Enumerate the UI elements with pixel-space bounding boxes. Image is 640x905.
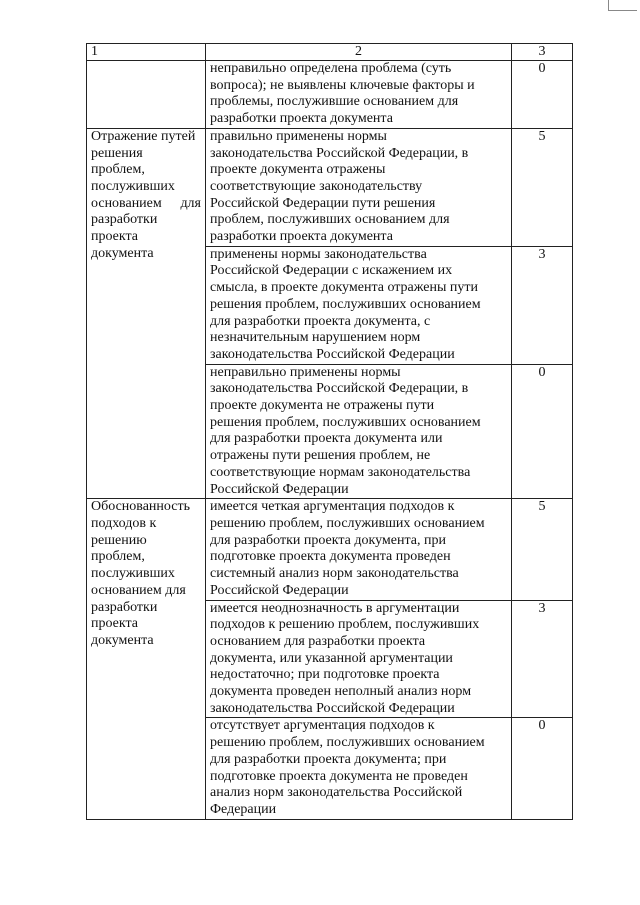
description-line: Российской Федерации <box>210 481 349 497</box>
header-col-3: 3 <box>512 44 573 61</box>
description-line: отражены пути решения проблем, не <box>210 448 431 464</box>
criterion-line: Отражение путей <box>91 128 196 144</box>
description-line: отсутствует аргументация подходов к <box>210 718 435 734</box>
description-line: Российской Федерации <box>210 582 349 598</box>
table-row <box>87 499 573 600</box>
table-header-row <box>87 44 573 61</box>
description-line: для разработки проекта документа, при <box>210 532 446 548</box>
score-cell: 0 <box>512 364 573 499</box>
description-line: для разработки проекта документа, с <box>210 313 431 329</box>
description-line: проекте документа отражены <box>210 162 386 178</box>
criterion-line: послуживших <box>91 566 175 582</box>
description-line: анализ норм законодательства Российской <box>210 785 463 801</box>
description-line: неправильно применены нормы <box>210 364 401 380</box>
description-line: решения проблем, послуживших основанием <box>210 414 481 430</box>
description-cell <box>206 499 512 600</box>
criterion-line: основанием для <box>91 195 201 211</box>
description-line: для разработки проекта документа или <box>210 431 443 447</box>
score-cell: 3 <box>512 246 573 364</box>
criterion-line: решению <box>91 532 147 548</box>
score-cell: 3 <box>512 600 573 718</box>
table-row <box>87 128 573 246</box>
score-cell: 0 <box>512 61 573 129</box>
description-line: решению проблем, послуживших основанием <box>210 515 485 531</box>
description-line: документа проведен неполный анализ норм <box>210 684 472 700</box>
description-line: проблем, послуживших основанием для <box>210 212 450 228</box>
criterion-cell-solutions <box>87 128 206 498</box>
description-line: подготовке проекта документа не проведен <box>210 768 468 784</box>
criterion-line: подходов к <box>91 515 157 531</box>
description-line: Федерации <box>210 801 277 817</box>
description-line: недостаточно; при подготовке проекта <box>210 667 440 683</box>
description-line: Российской Федерации пути решения <box>210 195 436 211</box>
criterion-line: послуживших <box>91 178 175 194</box>
criterion-cell-justification <box>87 499 206 819</box>
description-line: подходов к решению проблем, послуживших <box>210 617 480 633</box>
description-cell <box>206 246 512 364</box>
criterion-line: проблем, <box>91 549 145 565</box>
header-col-1: 1 <box>87 44 206 61</box>
criterion-line: разработки <box>91 599 158 615</box>
criterion-line: проекта <box>91 616 138 632</box>
description-line: решения проблем, послуживших основанием <box>210 296 481 312</box>
criterion-line: Обоснованность <box>91 499 190 515</box>
description-line: законодательства Российской Федерации <box>210 346 455 362</box>
description-line: соответствующие нормам законодательства <box>210 464 471 480</box>
table-row <box>87 61 573 129</box>
criterion-line: документа <box>91 632 154 648</box>
score-cell: 5 <box>512 499 573 600</box>
score-cell: 5 <box>512 128 573 246</box>
criterion-line: проекта <box>91 229 138 245</box>
description-line: вопроса); не выявлены ключевые факторы и <box>210 77 475 93</box>
description-line: незначительным нарушением норм <box>210 330 421 346</box>
criterion-line: основанием для <box>91 582 186 598</box>
criterion-line: решения <box>91 145 143 161</box>
description-line: правильно применены нормы <box>210 128 387 144</box>
description-line: применены нормы законодательства <box>210 246 427 262</box>
page-corner-mark <box>608 0 637 11</box>
description-line: имеется четкая аргументация подходов к <box>210 499 455 515</box>
description-line: проекте документа не отражены пути <box>210 398 435 414</box>
evaluation-criteria-table <box>86 43 573 820</box>
description-cell <box>206 128 512 246</box>
criterion-line: документа <box>91 245 154 261</box>
header-col-2: 2 <box>206 44 512 61</box>
description-line: смысла, в проекте документа отражены пути <box>210 280 478 296</box>
description-cell <box>206 600 512 718</box>
criterion-line: разработки <box>91 212 158 228</box>
description-line: законодательства Российской Федерации <box>210 700 455 716</box>
description-line: для разработки проекта документа; при <box>210 751 447 767</box>
description-line: Российской Федерации с искажением их <box>210 263 453 279</box>
description-line: проблемы, послужившие основанием для <box>210 94 459 110</box>
description-line: системный анализ норм законодательства <box>210 566 459 582</box>
criterion-cell-empty <box>87 61 206 129</box>
description-cell <box>206 718 512 819</box>
description-line: законодательства Российской Федерации, в <box>210 145 469 161</box>
description-line: основанием для разработки проекта <box>210 633 426 649</box>
description-line: подготовке проекта документа проведен <box>210 549 451 565</box>
description-line: имеется неоднозначность в аргументации <box>210 600 460 616</box>
description-line: неправильно определена проблема (суть <box>210 61 452 76</box>
description-line: документа, или указанной аргументации <box>210 650 453 666</box>
criterion-line: проблем, <box>91 162 145 178</box>
score-cell: 0 <box>512 718 573 819</box>
description-cell <box>206 364 512 499</box>
description-line: соответствующие законодательству <box>210 178 423 194</box>
description-line: решению проблем, послуживших основанием <box>210 735 485 751</box>
description-cell <box>206 61 512 129</box>
description-line: разработки проекта документа <box>210 111 393 127</box>
description-line: законодательства Российской Федерации, в <box>210 381 469 397</box>
description-line: разработки проекта документа <box>210 229 393 245</box>
